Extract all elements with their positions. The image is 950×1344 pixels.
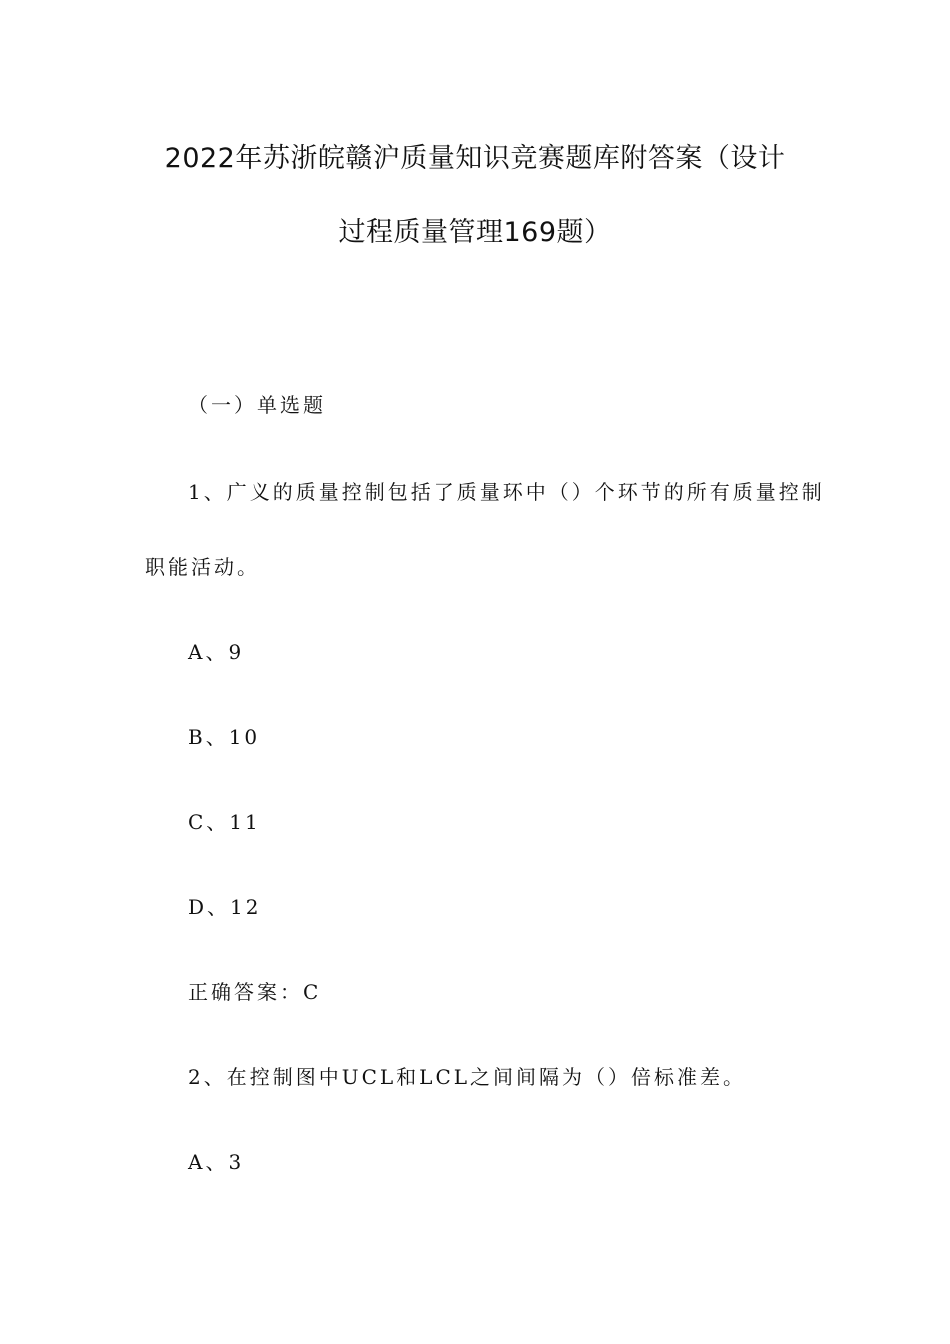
question-1-stem-line-2: 职能活动。 [145, 555, 260, 579]
question-1-answer: 正确答案：C [188, 980, 322, 1004]
question-2-option-a: A、3 [188, 1150, 245, 1174]
document-title-line-1: 2022年苏浙皖赣沪质量知识竞赛题库附答案（设计 [164, 143, 786, 174]
section-heading: （一）单选题 [188, 393, 326, 417]
document-title-line-2: 过程质量管理169题） [338, 217, 612, 248]
question-1-option-b: B、10 [188, 725, 261, 749]
question-1-option-c: C、11 [188, 810, 261, 834]
question-2-stem-line-1: 2、在控制图中UCL和LCL之间间隔为（）倍标准差。 [188, 1065, 747, 1089]
question-1-option-d: D、12 [188, 895, 262, 919]
question-1-stem-line-1: 1、广义的质量控制包括了质量环中（）个环节的所有质量控制 [188, 480, 825, 504]
question-1-option-a: A、9 [188, 640, 245, 664]
